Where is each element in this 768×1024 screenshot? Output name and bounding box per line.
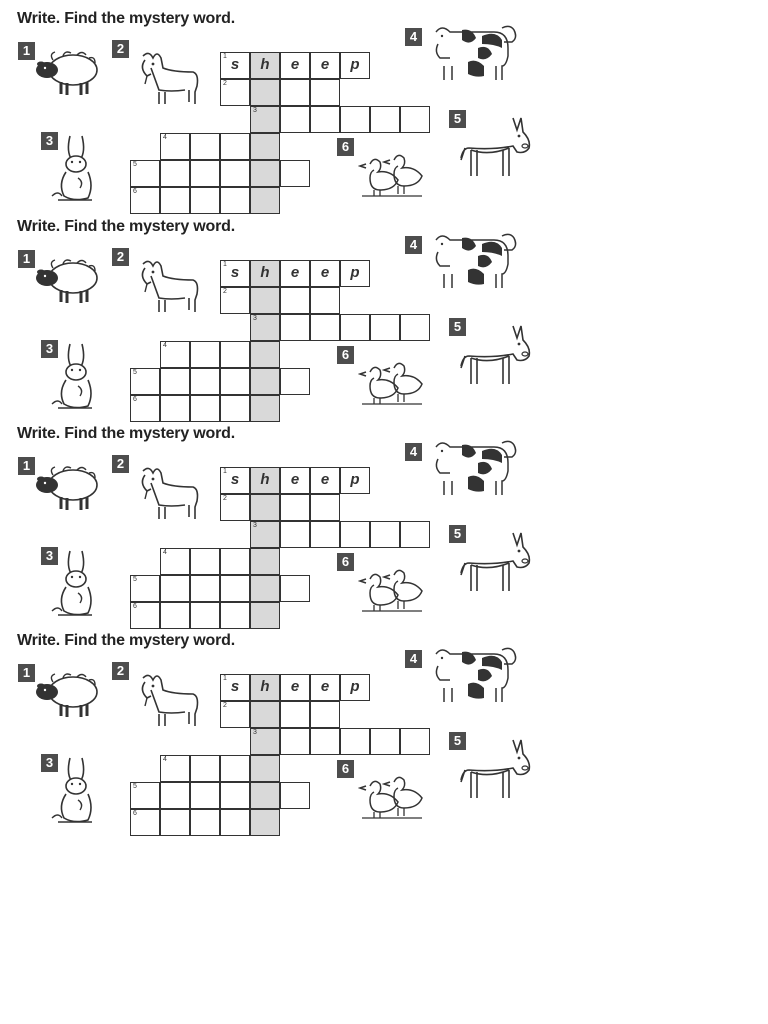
crossword-cell[interactable] (400, 728, 430, 755)
picture-number-badge: 4 (405, 28, 422, 46)
mystery-word-cell[interactable] (250, 602, 280, 629)
picture-number-badge: 2 (112, 455, 129, 473)
mystery-word-cell[interactable] (250, 755, 280, 782)
crossword-cell (340, 674, 370, 701)
clue-number: 6 (133, 603, 137, 610)
crossword-cell[interactable] (310, 701, 340, 728)
answer-letter: e (290, 56, 300, 73)
clue-number: 4 (163, 549, 167, 556)
clue-number: 6 (133, 396, 137, 403)
crossword-cell[interactable] (280, 728, 310, 755)
crossword-cell[interactable] (190, 368, 220, 395)
crossword-cell (220, 674, 250, 701)
crossword-cell (310, 260, 340, 287)
crossword-cell (280, 260, 310, 287)
crossword-cell[interactable] (190, 395, 220, 422)
rabbit-icon (48, 549, 104, 624)
crossword-cell[interactable] (130, 395, 160, 422)
crossword-cell (310, 467, 340, 494)
crossword-cell (220, 467, 250, 494)
crossword-cell[interactable] (130, 809, 160, 836)
picture-number-badge: 2 (112, 248, 129, 266)
picture-number-badge: 5 (449, 525, 466, 543)
picture-number-badge: 3 (41, 340, 58, 358)
mystery-word-cell[interactable] (250, 395, 280, 422)
picture-number-badge: 4 (405, 650, 422, 668)
crossword-cell[interactable] (220, 809, 250, 836)
clue-number: 6 (133, 810, 137, 817)
crossword-cell[interactable] (310, 106, 340, 133)
mystery-word-cell[interactable] (250, 341, 280, 368)
exercise-title: Write. Find the mystery word. (17, 632, 235, 649)
crossword-cell[interactable] (220, 755, 250, 782)
crossword-grid (130, 52, 430, 218)
mystery-word-cell[interactable] (250, 79, 280, 106)
picture-number-badge: 5 (449, 318, 466, 336)
sheep-icon (33, 670, 103, 725)
answer-letter: h (260, 678, 270, 695)
crossword-cell[interactable] (220, 548, 250, 575)
mystery-word-cell (250, 674, 280, 701)
answer-letter: p (350, 678, 360, 695)
mystery-word-cell[interactable] (250, 160, 280, 187)
picture-number-badge: 3 (41, 754, 58, 772)
mystery-word-cell[interactable] (250, 521, 280, 548)
crossword-cell[interactable] (130, 575, 160, 602)
crossword-cell[interactable] (220, 782, 250, 809)
clue-number: 2 (223, 495, 227, 502)
crossword-cell[interactable] (340, 728, 370, 755)
mystery-word-cell[interactable] (250, 728, 280, 755)
cows-icon (422, 230, 522, 297)
crossword-cell[interactable] (310, 728, 340, 755)
donkey-icon (455, 116, 535, 187)
rabbit-icon (48, 342, 104, 417)
picture-number-badge: 3 (41, 547, 58, 565)
answer-letter: h (260, 471, 270, 488)
mystery-word-cell (250, 467, 280, 494)
rabbit-icon (48, 756, 104, 831)
crossword-cell[interactable] (310, 287, 340, 314)
clue-number: 3 (253, 315, 257, 322)
donkey-icon (455, 738, 535, 809)
crossword-cell[interactable] (280, 701, 310, 728)
crossword-grid (130, 467, 430, 633)
clue-number: 1 (223, 468, 227, 475)
clue-number: 3 (253, 107, 257, 114)
crossword-cell[interactable] (190, 341, 220, 368)
crossword-cell (310, 52, 340, 79)
answer-letter: p (350, 56, 360, 73)
cows-icon (422, 437, 522, 504)
cows-icon (422, 644, 522, 711)
picture-number-badge: 4 (405, 443, 422, 461)
mystery-word-cell[interactable] (250, 133, 280, 160)
crossword-cell[interactable] (280, 79, 310, 106)
sheep-icon (33, 256, 103, 311)
mystery-word-cell[interactable] (250, 548, 280, 575)
crossword-cell[interactable] (370, 314, 400, 341)
mystery-word-cell[interactable] (250, 575, 280, 602)
crossword-cell (280, 674, 310, 701)
crossword-cell[interactable] (190, 782, 220, 809)
mystery-word-cell (250, 52, 280, 79)
answer-letter: h (260, 56, 270, 73)
exercise-title: Write. Find the mystery word. (17, 10, 235, 27)
worksheet-exercise (0, 218, 768, 424)
picture-number-badge: 2 (112, 40, 129, 58)
crossword-cell[interactable] (160, 548, 190, 575)
clue-number: 5 (133, 576, 137, 583)
clue-number: 6 (133, 188, 137, 195)
crossword-cell[interactable] (220, 187, 250, 214)
cows-icon (422, 22, 522, 89)
mystery-word-cell[interactable] (250, 368, 280, 395)
crossword-cell[interactable] (340, 106, 370, 133)
clue-number: 1 (223, 261, 227, 268)
answer-letter: e (290, 471, 300, 488)
crossword-cell[interactable] (220, 602, 250, 629)
crossword-cell[interactable] (280, 160, 310, 187)
crossword-cell[interactable] (220, 133, 250, 160)
clue-number: 3 (253, 522, 257, 529)
crossword-cell[interactable] (190, 187, 220, 214)
answer-letter: s (230, 264, 240, 281)
crossword-cell[interactable] (220, 494, 250, 521)
picture-number-badge: 5 (449, 110, 466, 128)
crossword-cell[interactable] (160, 809, 190, 836)
picture-number-badge: 6 (337, 760, 354, 778)
sheep-icon (33, 48, 103, 103)
crossword-cell[interactable] (160, 755, 190, 782)
crossword-cell[interactable] (220, 79, 250, 106)
crossword-cell[interactable] (160, 341, 190, 368)
crossword-cell[interactable] (160, 368, 190, 395)
crossword-cell[interactable] (370, 521, 400, 548)
answer-letter: h (260, 264, 270, 281)
mystery-word-cell[interactable] (250, 106, 280, 133)
worksheet-exercise (0, 632, 768, 838)
clue-number: 3 (253, 729, 257, 736)
picture-number-badge: 6 (337, 553, 354, 571)
crossword-cell[interactable] (130, 602, 160, 629)
clue-number: 5 (133, 783, 137, 790)
picture-number-badge: 1 (18, 457, 35, 475)
rabbit-icon (48, 134, 104, 209)
crossword-cell[interactable] (190, 602, 220, 629)
crossword-cell[interactable] (220, 341, 250, 368)
crossword-cell[interactable] (280, 782, 310, 809)
clue-number: 4 (163, 756, 167, 763)
crossword-cell[interactable] (160, 187, 190, 214)
crossword-cell (340, 260, 370, 287)
crossword-cell[interactable] (220, 287, 250, 314)
crossword-cell[interactable] (310, 314, 340, 341)
clue-number: 4 (163, 342, 167, 349)
crossword-cell (220, 52, 250, 79)
crossword-cell[interactable] (190, 133, 220, 160)
crossword-cell[interactable] (280, 368, 310, 395)
clue-number: 4 (163, 134, 167, 141)
crossword-cell[interactable] (280, 287, 310, 314)
crossword-cell[interactable] (190, 809, 220, 836)
exercise-title: Write. Find the mystery word. (17, 425, 235, 442)
crossword-cell[interactable] (190, 755, 220, 782)
crossword-cell[interactable] (220, 368, 250, 395)
crossword-cell[interactable] (400, 521, 430, 548)
crossword-cell[interactable] (130, 368, 160, 395)
mystery-word-cell[interactable] (250, 494, 280, 521)
answer-letter: e (290, 264, 300, 281)
crossword-cell[interactable] (280, 575, 310, 602)
crossword-cell[interactable] (160, 133, 190, 160)
crossword-cell[interactable] (310, 494, 340, 521)
crossword-grid (130, 260, 430, 426)
clue-number: 2 (223, 702, 227, 709)
crossword-cell[interactable] (340, 314, 370, 341)
crossword-cell[interactable] (190, 548, 220, 575)
answer-letter: e (320, 56, 330, 73)
answer-letter: s (230, 678, 240, 695)
picture-number-badge: 2 (112, 662, 129, 680)
crossword-cell (280, 467, 310, 494)
worksheet-exercise (0, 10, 768, 216)
crossword-grid (130, 674, 430, 840)
crossword-cell[interactable] (220, 701, 250, 728)
picture-number-badge: 5 (449, 732, 466, 750)
answer-letter: e (320, 264, 330, 281)
worksheet-exercise (0, 425, 768, 631)
picture-number-badge: 4 (405, 236, 422, 254)
picture-number-badge: 6 (337, 138, 354, 156)
clue-number: 5 (133, 161, 137, 168)
crossword-cell[interactable] (220, 160, 250, 187)
picture-number-badge: 1 (18, 250, 35, 268)
crossword-cell[interactable] (160, 575, 190, 602)
picture-number-badge: 1 (18, 664, 35, 682)
crossword-cell[interactable] (280, 494, 310, 521)
clue-number: 1 (223, 53, 227, 60)
crossword-cell[interactable] (370, 106, 400, 133)
answer-letter: e (320, 471, 330, 488)
answer-letter: s (230, 471, 240, 488)
crossword-cell[interactable] (160, 782, 190, 809)
crossword-cell[interactable] (190, 575, 220, 602)
clue-number: 1 (223, 675, 227, 682)
picture-number-badge: 1 (18, 42, 35, 60)
answer-letter: p (350, 471, 360, 488)
mystery-word-cell[interactable] (250, 314, 280, 341)
answer-letter: e (320, 678, 330, 695)
crossword-cell[interactable] (160, 160, 190, 187)
crossword-cell[interactable] (400, 106, 430, 133)
crossword-cell (310, 674, 340, 701)
crossword-cell (340, 467, 370, 494)
crossword-cell[interactable] (280, 521, 310, 548)
crossword-cell[interactable] (280, 314, 310, 341)
crossword-cell[interactable] (160, 602, 190, 629)
crossword-cell[interactable] (310, 521, 340, 548)
crossword-cell[interactable] (160, 395, 190, 422)
crossword-cell[interactable] (220, 575, 250, 602)
crossword-cell[interactable] (130, 160, 160, 187)
answer-letter: p (350, 264, 360, 281)
clue-number: 5 (133, 369, 137, 376)
mystery-word-cell[interactable] (250, 782, 280, 809)
clue-number: 2 (223, 288, 227, 295)
crossword-cell[interactable] (130, 187, 160, 214)
crossword-cell[interactable] (130, 782, 160, 809)
crossword-cell (280, 52, 310, 79)
crossword-cell[interactable] (370, 728, 400, 755)
mystery-word-cell (250, 260, 280, 287)
crossword-cell[interactable] (220, 395, 250, 422)
crossword-cell[interactable] (340, 521, 370, 548)
mystery-word-cell[interactable] (250, 287, 280, 314)
crossword-cell[interactable] (190, 160, 220, 187)
answer-letter: s (230, 56, 240, 73)
mystery-word-cell[interactable] (250, 187, 280, 214)
donkey-icon (455, 324, 535, 395)
exercise-title: Write. Find the mystery word. (17, 218, 235, 235)
crossword-cell[interactable] (310, 79, 340, 106)
crossword-cell[interactable] (400, 314, 430, 341)
clue-number: 2 (223, 80, 227, 87)
answer-letter: e (290, 678, 300, 695)
picture-number-badge: 3 (41, 132, 58, 150)
donkey-icon (455, 531, 535, 602)
picture-number-badge: 6 (337, 346, 354, 364)
sheep-icon (33, 463, 103, 518)
mystery-word-cell[interactable] (250, 809, 280, 836)
crossword-cell[interactable] (280, 106, 310, 133)
crossword-cell (220, 260, 250, 287)
crossword-cell (340, 52, 370, 79)
mystery-word-cell[interactable] (250, 701, 280, 728)
